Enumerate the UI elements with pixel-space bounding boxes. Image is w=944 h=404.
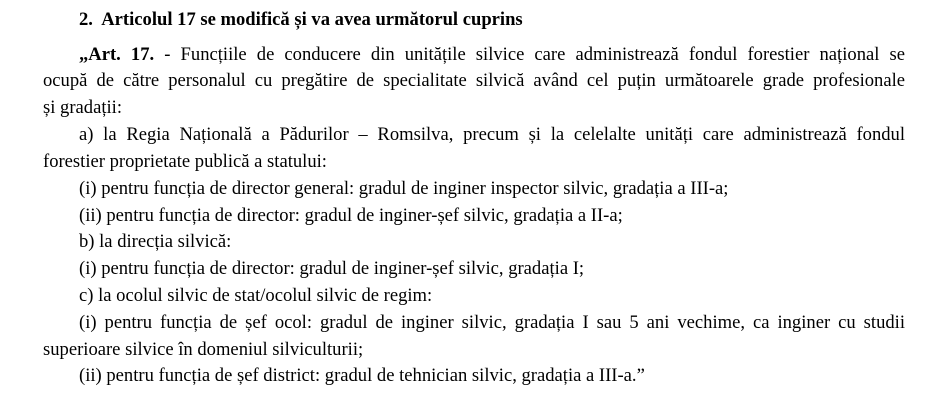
item-c-i-line-1: (i) pentru funcția de șef ocol: gradul de inginer silvic, gradația I sau 5 ani vechime, ca inginer cu studii: [79, 312, 905, 333]
opening-quote: „: [79, 44, 89, 65]
section-heading: [79, 9, 523, 31]
section-number: 2.: [79, 9, 93, 30]
item-a-ii: (ii) pentru funcția de director: gradul de inginer-șef silvic, gradația a II-a;: [79, 205, 623, 226]
section-title: Articolul 17 se modifică și va avea următorul cuprins: [101, 9, 523, 30]
article-intro-line-1: [79, 44, 905, 66]
article-intro-line-2: ocupă de către personalul cu pregătire de specialitate silvică având cel puțin următoarele grade profesionale: [43, 70, 905, 91]
item-a-i: (i) pentru funcția de director general: gradul de inginer inspector silvic, gradația a III-a;: [79, 178, 729, 199]
item-b-i: (i) pentru funcția de director: gradul de inginer-șef silvic, gradația I;: [79, 258, 585, 279]
article-label: Art. 17.: [88, 44, 155, 65]
item-c-i-line-2: superioare silvice în domeniul silviculturii;: [43, 339, 364, 360]
item-b: b) la direcția silvică:: [79, 231, 232, 252]
item-a-line-1: a) la Regia Națională a Pădurilor – Romsilva, precum și la celelalte unități care administrează fondul: [79, 124, 905, 145]
item-a-line-2: forestier proprietate publică a statului:: [43, 151, 327, 172]
article-intro-text: - Funcțiile de conducere din unitățile silvice care administrează fondul forestier național se: [154, 44, 905, 65]
article-intro-line-3: și gradații:: [43, 97, 123, 118]
item-c: c) la ocolul silvic de stat/ocolul silvic de regim:: [79, 285, 433, 306]
item-c-ii: (ii) pentru funcția de șef district: gradul de tehnician silvic, gradația a III-a.”: [79, 365, 645, 386]
